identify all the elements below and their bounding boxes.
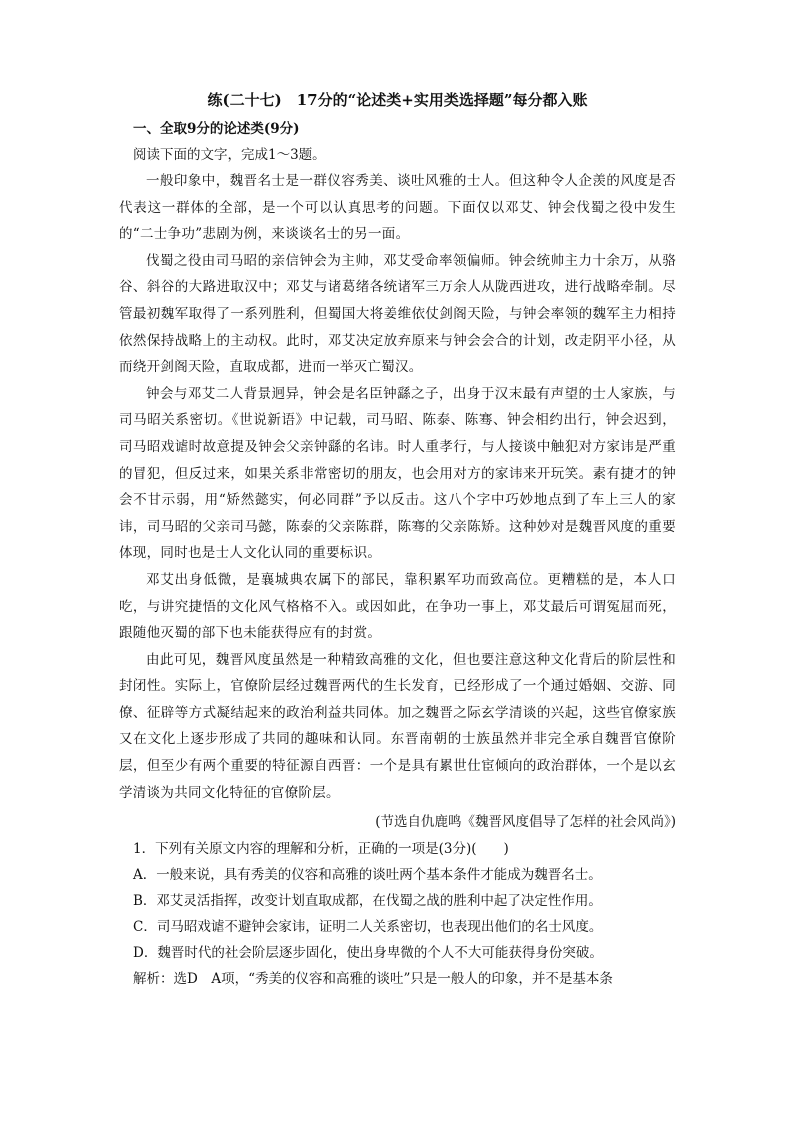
article-paragraph-3: 钟会与邓艾二人背景迥异，钟会是名臣钟繇之子，出身于汉末最有声望的士人家族，与司马昭关系密切。《世说新语》中记载，司马昭、陈泰、陈骞、钟会相约出行，钟会迟到，司马昭戏谑时故意提及钟会父亲钟繇的名讳。时人重孝行，与人接谈中触犯对方家讳是严重的冒犯，但反过来，如果关系非常密切的朋友，也会用对方的家讳来开玩笑。素有捷才的钟会不甘示弱，用“矫然懿实，何必同群”予以反击。这八个字中巧妙地点到了车上三人的家讳，司马昭的父亲司马懿，陈泰的父亲陈群，陈骞的父亲陈矫。这种妙对是魏晋风度的重要体现，同时也是士人文化认同的重要标识。 [119, 385, 676, 562]
article-paragraph-5: 由此可见，魏晋风度虽然是一种精致高雅的文化，但也要注意这种文化背后的阶层性和封闭性。实际上，官僚阶层经过魏晋两代的生长发育，已经形成了一个通过婚姻、交游、同僚、征辟等方式凝结起来的政治利益共同体。加之魏晋之际玄学清谈的兴起，这些官僚家族又在文化上逐步形成了共同的趣味和认同。东晋南朝的士族虽然并非完全承自魏晋官僚阶层，但至少有两个重要的特征源自西晋：一个是具有累世仕宦倾向的政治群体，一个是以玄学清谈为共同文化特征的官僚阶层。 [119, 651, 676, 801]
article-source: (节选自仇鹿鸣《魏晋风度倡导了怎样的社会风尚》) [375, 814, 676, 831]
reading-instruction: 阅读下面的文字，完成1～3题。 [133, 147, 326, 163]
question-1-analysis: 解析：选D A项，“秀美的仪容和高雅的谈吐”只是一般人的印象，并不是基本条 [133, 971, 613, 988]
article-paragraph-1: 一般印象中，魏晋名士是一群仪容秀美、谈吐风雅的士人。但这种令人企羡的风度是否代表这一群体的全部，是一个可以认真思考的问题。下面仅以邓艾、钟会伐蜀之役中发生的“二士争功”悲剧为例，来谈谈名士的另一面。 [119, 173, 676, 243]
question-1-option-c: C．司马昭戏谑不避钟会家讳，证明二人关系密切，也表现出他们的名士风度。 [133, 919, 603, 936]
question-1-option-d: D．魏晋时代的社会阶层逐步固化，使出身卑微的个人不大可能获得身份突破。 [133, 945, 603, 962]
section-heading: 一、全取9分的论述类(9分) [133, 121, 300, 137]
question-1-option-a: A．一般来说，具有秀美的仪容和高雅的谈吐两个基本条件才能成为魏晋名士。 [133, 867, 602, 884]
question-1-option-b: B．邓艾灵活指挥，改变计划直取成都，在伐蜀之战的胜利中起了决定性作用。 [133, 893, 602, 910]
question-1-stem: 1．下列有关原文内容的理解和分析，正确的一项是(3分)( ) [133, 841, 509, 858]
document-page [119, 88, 676, 992]
exercise-title: 练(二十七) 17分的“论述类+实用类选择题”每分都入账 [207, 91, 588, 109]
article-paragraph-4: 邓艾出身低微，是襄城典农属下的部民，靠积累军功而致高位。更糟糕的是，本人口吃，与讲究捷悟的文化风气格格不入。或因如此，在争功一事上，邓艾最后可谓冤屈而死，跟随他灭蜀的部下也未能获得应有的封赏。 [119, 571, 676, 642]
article-paragraph-2: 伐蜀之役由司马昭的亲信钟会为主帅，邓艾受命率领偏师。钟会统帅主力十余万，从骆谷、斜谷的大路进取汉中；邓艾与诸葛绪各统诸军三万余人从陇西进攻，进行战略牵制。尽管最初魏军取得了一系列胜利，但蜀国大将姜维依仗剑阁天险，与钟会率领的魏军主力相持依然保持战略上的主动权。此时，邓艾决定放弃原来与钟会会合的计划，改走阴平小径，从而绕开剑阁天险，直取成都，进而一举灭亡蜀汉。 [119, 252, 676, 376]
